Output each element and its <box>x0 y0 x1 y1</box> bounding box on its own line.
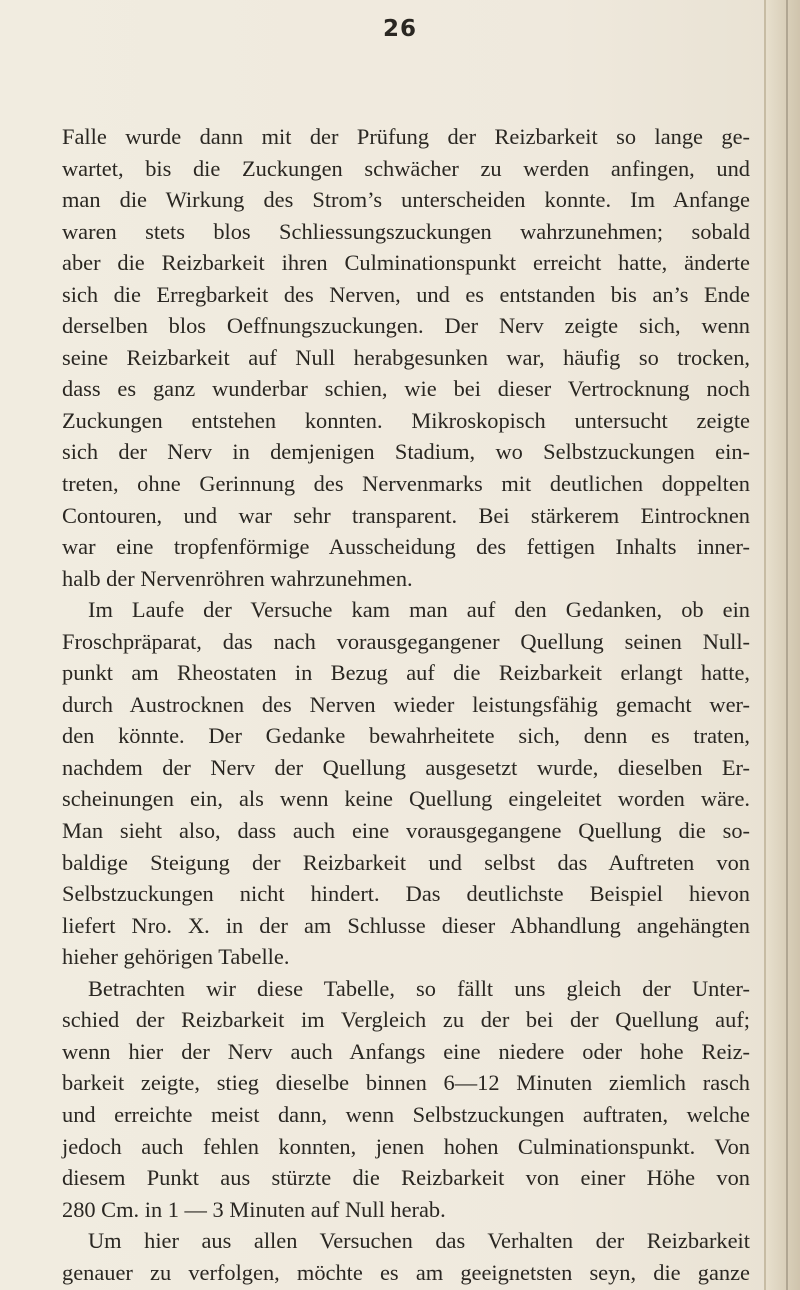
text-line: Zuckungen entstehen konnten. Mikroskopisch untersucht zeigte <box>62 407 750 433</box>
text-line: barkeit zeigte, stieg dieselbe binnen 6—12 Minuten ziemlich rasch <box>62 1070 750 1096</box>
text-line: den könnte. Der Gedanke bewahrheitete sich, denn es traten, <box>62 723 750 749</box>
text-line: waren stets blos Schliessungszuckungen wahrzunehmen; sobald <box>62 218 750 244</box>
text-line: war eine tropfenförmige Ausscheidung des fettigen Inhalts inner- <box>62 534 750 560</box>
text-line: und erreichte meist dann, wenn Selbstzuckungen auftraten, welche <box>62 1101 750 1127</box>
text-line: punkt am Rheostaten in Bezug auf die Reizbarkeit erlangt hatte, <box>62 660 750 686</box>
text-line: scheinungen ein, als wenn keine Quellung eingeleitet worden wäre. <box>62 786 750 812</box>
text-line: seine Reizbarkeit auf Null herabgesunken war, häufig so trocken, <box>62 344 750 370</box>
text-line: hieher gehörigen Tabelle. <box>62 944 290 970</box>
text-line: Man sieht also, dass auch eine vorausgegangene Quellung die so- <box>62 818 750 844</box>
text-line: liefert Nro. X. in der am Schlusse dieser Abhandlung angehängten <box>62 912 750 938</box>
text-line: dass es ganz wunderbar schien, wie bei dieser Vertrocknung noch <box>62 376 750 402</box>
text-line: sich die Erregbarkeit des Nerven, und es entstanden bis an’s Ende <box>62 281 750 307</box>
text-line: Falle wurde dann mit der Prüfung der Reizbarkeit so lange ge- <box>62 124 750 149</box>
text-line: wartet, bis die Zuckungen schwächer zu werden anfingen, und <box>62 155 750 181</box>
text-line: Im Laufe der Versuche kam man auf den Gedanken, ob ein <box>88 597 750 623</box>
text-line: man die Wirkung des Strom’s unterscheiden konnte. Im Anfange <box>62 187 750 213</box>
page-gutter-rule <box>786 0 788 1290</box>
text-line: sich der Nerv in demjenigen Stadium, wo Selbstzuckungen ein- <box>62 439 750 465</box>
text-line: 280 Cm. in 1 — 3 Minuten auf Null herab. <box>62 1196 446 1222</box>
text-line: derselben blos Oeffnungszuckungen. Der Nerv zeigte sich, wenn <box>62 313 750 339</box>
facing-page-edge <box>764 0 800 1290</box>
text-line: wenn hier der Nerv auch Anfangs eine niedere oder hohe Reiz- <box>62 1038 750 1064</box>
text-line: schied der Reizbarkeit im Vergleich zu der bei der Quellung auf; <box>62 1007 750 1033</box>
text-line: genauer zu verfolgen, möchte es am geeignetsten seyn, die ganze <box>62 1259 750 1285</box>
text-line: treten, ohne Gerinnung des Nervenmarks mit deutlichen doppelten <box>62 471 750 497</box>
text-line: Froschpräparat, das nach vorausgegangener Quellung seinen Null- <box>62 628 750 654</box>
text-line: jedoch auch fehlen konnten, jenen hohen Culminationspunkt. Von <box>62 1133 750 1159</box>
page-number: 26 <box>382 16 417 42</box>
text-line: Um hier aus allen Versuchen das Verhalten der Reizbarkeit <box>88 1228 750 1254</box>
text-line: aber die Reizbarkeit ihren Culminationspunkt erreicht hatte, änderte <box>62 250 750 276</box>
body-text <box>62 121 750 1288</box>
text-line: Selbstzuckungen nicht hindert. Das deutlichste Beispiel hievon <box>62 881 750 907</box>
text-line: baldige Steigung der Reizbarkeit und selbst das Auftreten von <box>62 849 750 875</box>
text-line: halb der Nervenröhren wahrzunehmen. <box>62 565 413 591</box>
text-line: diesem Punkt aus stürzte die Reizbarkeit von einer Höhe von <box>62 1165 750 1191</box>
text-line: Contouren, und war sehr transparent. Bei stärkerem Eintrocknen <box>62 502 750 528</box>
text-line: Betrachten wir diese Tabelle, so fällt uns gleich der Unter- <box>88 975 750 1001</box>
text-line: durch Austrocknen des Nerven wieder leistungsfähig gemacht wer- <box>62 691 750 717</box>
text-line: nachdem der Nerv der Quellung ausgesetzt wurde, dieselben Er- <box>62 754 750 780</box>
